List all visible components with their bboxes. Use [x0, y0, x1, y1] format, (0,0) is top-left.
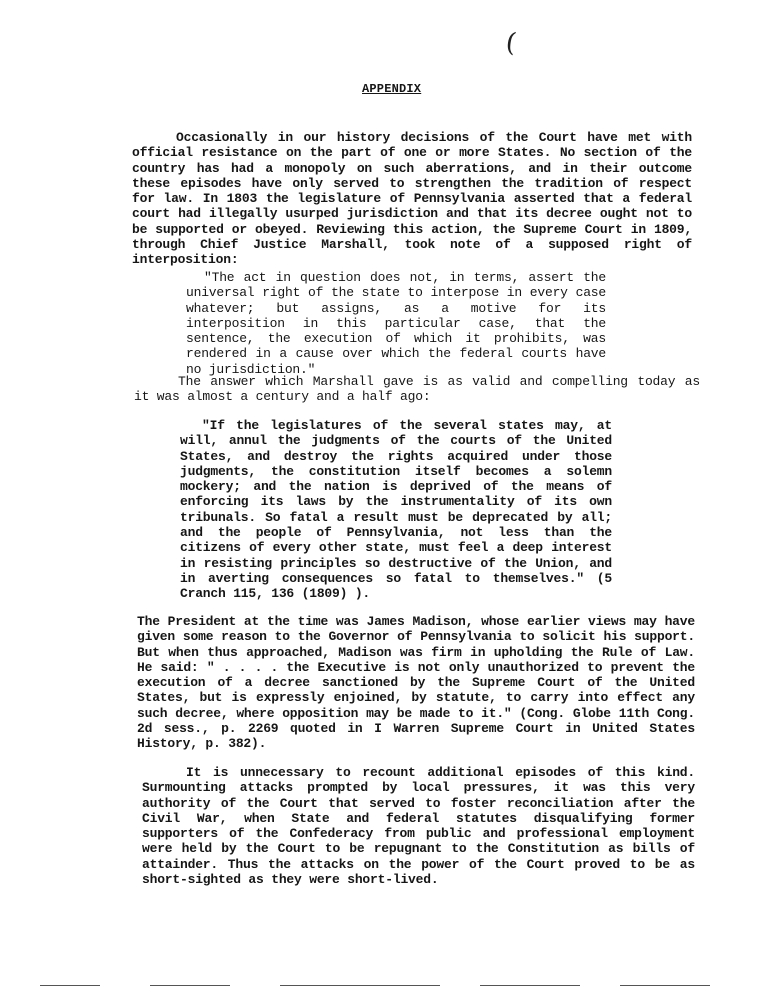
page-title: APPENDIX [362, 82, 422, 96]
paragraph-madison: The President at the time was James Madison, whose earlier views may have given some reason to the Governor of Pennsylvania to solicit his support. But when thus approached, Madison was firm in upholding the Rule of Law. He said: " . . . . the Executive is not only unauthorized to prevent the execution of a decree sanctioned by the Supreme Court of the United States, but is expressly enjoined, by statute, to carry into effect any such decree, where opposition may be made to it." (Cong. Globe 11th Cong. 2d sess., p. 2269 quoted in I Warren Supreme Court in United States History, p. 382). [137, 614, 695, 752]
quotation-interposition: "The act in question does not, in terms, assert the universal right of the state to interpose in every case whatever; but assigns, as a motive for its interposition in this particular case, that the sentence, the execution of which it prohibits, was rendered in a cause over which the federal courts have no jurisdiction." [186, 270, 606, 377]
footer-rule [280, 985, 440, 986]
paragraph-marshall-answer: The answer which Marshall gave is as valid and compelling today as it was almost a century and a half ago: [134, 374, 700, 405]
paragraph-intro: Occasionally in our history decisions of the Court have met with official resistance on the part of one or more States. No section of the country has had a monopoly on such aberrations, and in their outcome these episodes have only served to strengthen the tradition of respect for law. In 1803 the legislature of Pennsylvania asserted that a federal court had illegally usurped jurisdiction and that its decree ought not to be supported or obeyed. Reviewing this action, the Supreme Court in 1809, through Chief Justice Marshall, took note of a supposed right of interposition: [132, 130, 692, 268]
footer-rule [150, 985, 230, 986]
footer-rule [620, 985, 710, 986]
handwritten-mark: ( [503, 27, 519, 59]
paragraph-conclusion: It is unnecessary to recount additional episodes of this kind. Surmounting attacks prompted by local pressures, it was this very authority of the Court that served to foster reconciliation after the Civil War, when State and federal statutes disqualifying former supporters of the Confederacy from public and professional employment were held by the Court to be repugnant to the Constitution as bills of attainder. Thus the attacks on the power of the Court proved to be as short-sighted as they were short-lived. [142, 765, 695, 888]
footer-rule [40, 985, 100, 986]
quotation-marshall: "If the legislatures of the several states may, at will, annul the judgments of the courts of the United States, and destroy the rights acquired under those judgments, the constitution itself becomes a solemn mockery; and the nation is deprived of the means of enforcing its laws by the instrumentality of its own tribunals. So fatal a result must be deprecated by all; and the people of Pennsylvania, not less than the citizens of every other state, must feel a deep interest in resisting principles so destructive of the Union, and in averting consequences so fatal to themselves." (5 Cranch 115, 136 (1809) ). [180, 418, 612, 602]
footer-rule [480, 985, 580, 986]
